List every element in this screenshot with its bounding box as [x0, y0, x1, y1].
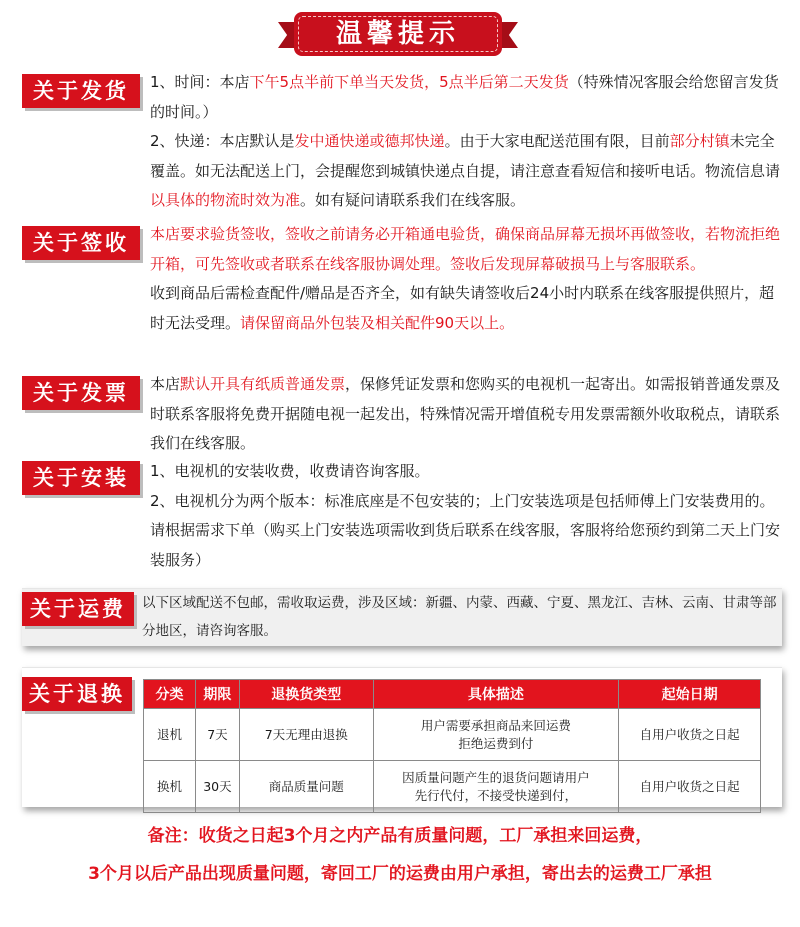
signing-section [22, 220, 782, 338]
cell-description [373, 761, 619, 813]
invoice-section [22, 370, 782, 459]
install-label: 关于安装 [22, 461, 140, 495]
highlight-text: 下午5点半前下单当天发货，5点半后第二天发货 [249, 73, 569, 91]
cell-start-date: 自用户收货之日起 [619, 761, 761, 813]
shipping-label: 关于发货 [22, 74, 140, 108]
cell-description [373, 709, 619, 761]
text: ，保修凭证发票和您购买的电视机一起寄出。如需报销普通发票及时联系客服将免费开据随电视一起发出，特殊情况需开增值税专用发票需额外收取税点，请联系我们在线客服。 [150, 375, 781, 452]
freight-label: 关于运费 [22, 592, 134, 626]
header-category: 分类 [144, 680, 196, 709]
table-row [144, 709, 761, 761]
cell-type: 商品质量问题 [239, 761, 373, 813]
text: 未完全覆盖。如无法配送上门，会提醒您到城镇快递点自提，请注意查看短信和接听电话。物流信息请 [150, 132, 781, 180]
signing-label: 关于签收 [22, 226, 140, 260]
footer-note-line-2: 3个月以后产品出现质量问题，寄回工厂的运费由用户承担，寄出去的运费工厂承担 [88, 864, 712, 884]
header-type: 退换货类型 [239, 680, 373, 709]
header-period: 期限 [195, 680, 239, 709]
shipping-courier-line [150, 127, 782, 216]
description-line: 拒绝运费到付 [458, 735, 534, 751]
header-description: 具体描述 [373, 680, 619, 709]
freight-body [142, 588, 782, 645]
cell-period: 7天 [195, 709, 239, 761]
install-body [150, 457, 782, 575]
invoice-label: 关于发票 [22, 376, 140, 410]
highlight-text: 部分村镇 [669, 132, 730, 150]
text: 2、快递：本店默认是 [150, 132, 295, 150]
description-line: 用户需要承担商品来回运费 [420, 717, 571, 733]
cell-start-date: 自用户收货之日起 [619, 709, 761, 761]
cell-period: 30天 [195, 761, 239, 813]
page-title: 温馨提示 [335, 19, 460, 49]
table-row [144, 761, 761, 813]
cell-category: 换机 [144, 761, 196, 813]
header-banner [278, 12, 518, 56]
header-start-date: 起始日期 [619, 680, 761, 709]
cell-type: 7天无理由退换 [239, 709, 373, 761]
shipping-section [22, 68, 782, 216]
invoice-text [150, 370, 782, 459]
highlight-text: 发中通快递或德邦快递 [294, 132, 445, 150]
description-line: 先行代付，不接受快递到付， [414, 787, 578, 803]
invoice-body [150, 370, 782, 459]
description-line: 因质量问题产生的退货问题请用户 [402, 769, 590, 785]
returns-table [143, 679, 761, 813]
install-line-2: 2、电视机分为两个版本：标准底座是不包安装的；上门安装选项是包括师傅上门安装费用的。请根据需求下单（购买上门安装选项需收到货后联系在线客服，客服将给您预约到第二天上门安装服务） [150, 491, 781, 569]
freight-section [22, 588, 782, 646]
text: 。由于大家电配送范围有限，目前 [444, 132, 670, 150]
freight-text: 以下区域配送不包邮，需收取运费，涉及区域：新疆、内蒙、西藏、宁夏、黑龙江、吉林、云南、甘肃等部分地区，请咨询客服。 [142, 595, 777, 639]
footer-note-line-1: 备注：收货之日起3个月之内产品有质量问题，工厂承担来回运费， [147, 826, 653, 846]
highlight-text: 请保留商品外包装及相关配件90天以上。 [240, 313, 515, 332]
highlight-text: 以具体的物流时效为准 [150, 191, 301, 209]
install-line-1: 1、电视机的安装收费，收费请咨询客服。 [150, 462, 430, 480]
install-section [22, 457, 782, 575]
text: 1、时间：本店 [150, 73, 250, 91]
text: 收到商品后需检查配件/赠品是否齐全，如有缺失请签收后24小时内联系在线客服提供照片，超时无法受理。 [150, 284, 775, 332]
signing-warning: 本店要求验货签收，签收之前请务必开箱通电验货，确保商品屏幕无损坏再做签收，若物流拒绝开箱，可先签收或者联系在线客服协调处理。签收后发现屏幕破损马上与客服联系。 [150, 225, 781, 273]
table-header-row [144, 680, 761, 709]
text: （特殊情况客服会给您留言发货的时间。） [150, 73, 779, 121]
shipping-body [150, 68, 782, 216]
signing-accessory-note [150, 279, 782, 338]
returns-label: 关于退换 [22, 677, 132, 711]
text: 。如有疑问请联系我们在线客服。 [300, 191, 526, 209]
signing-body [150, 220, 782, 338]
highlight-text: 默认开具有纸质普通发票 [180, 375, 346, 393]
shipping-time-line [150, 68, 782, 127]
text: 本店 [150, 375, 181, 393]
cell-category: 退机 [144, 709, 196, 761]
returns-section [22, 667, 782, 807]
